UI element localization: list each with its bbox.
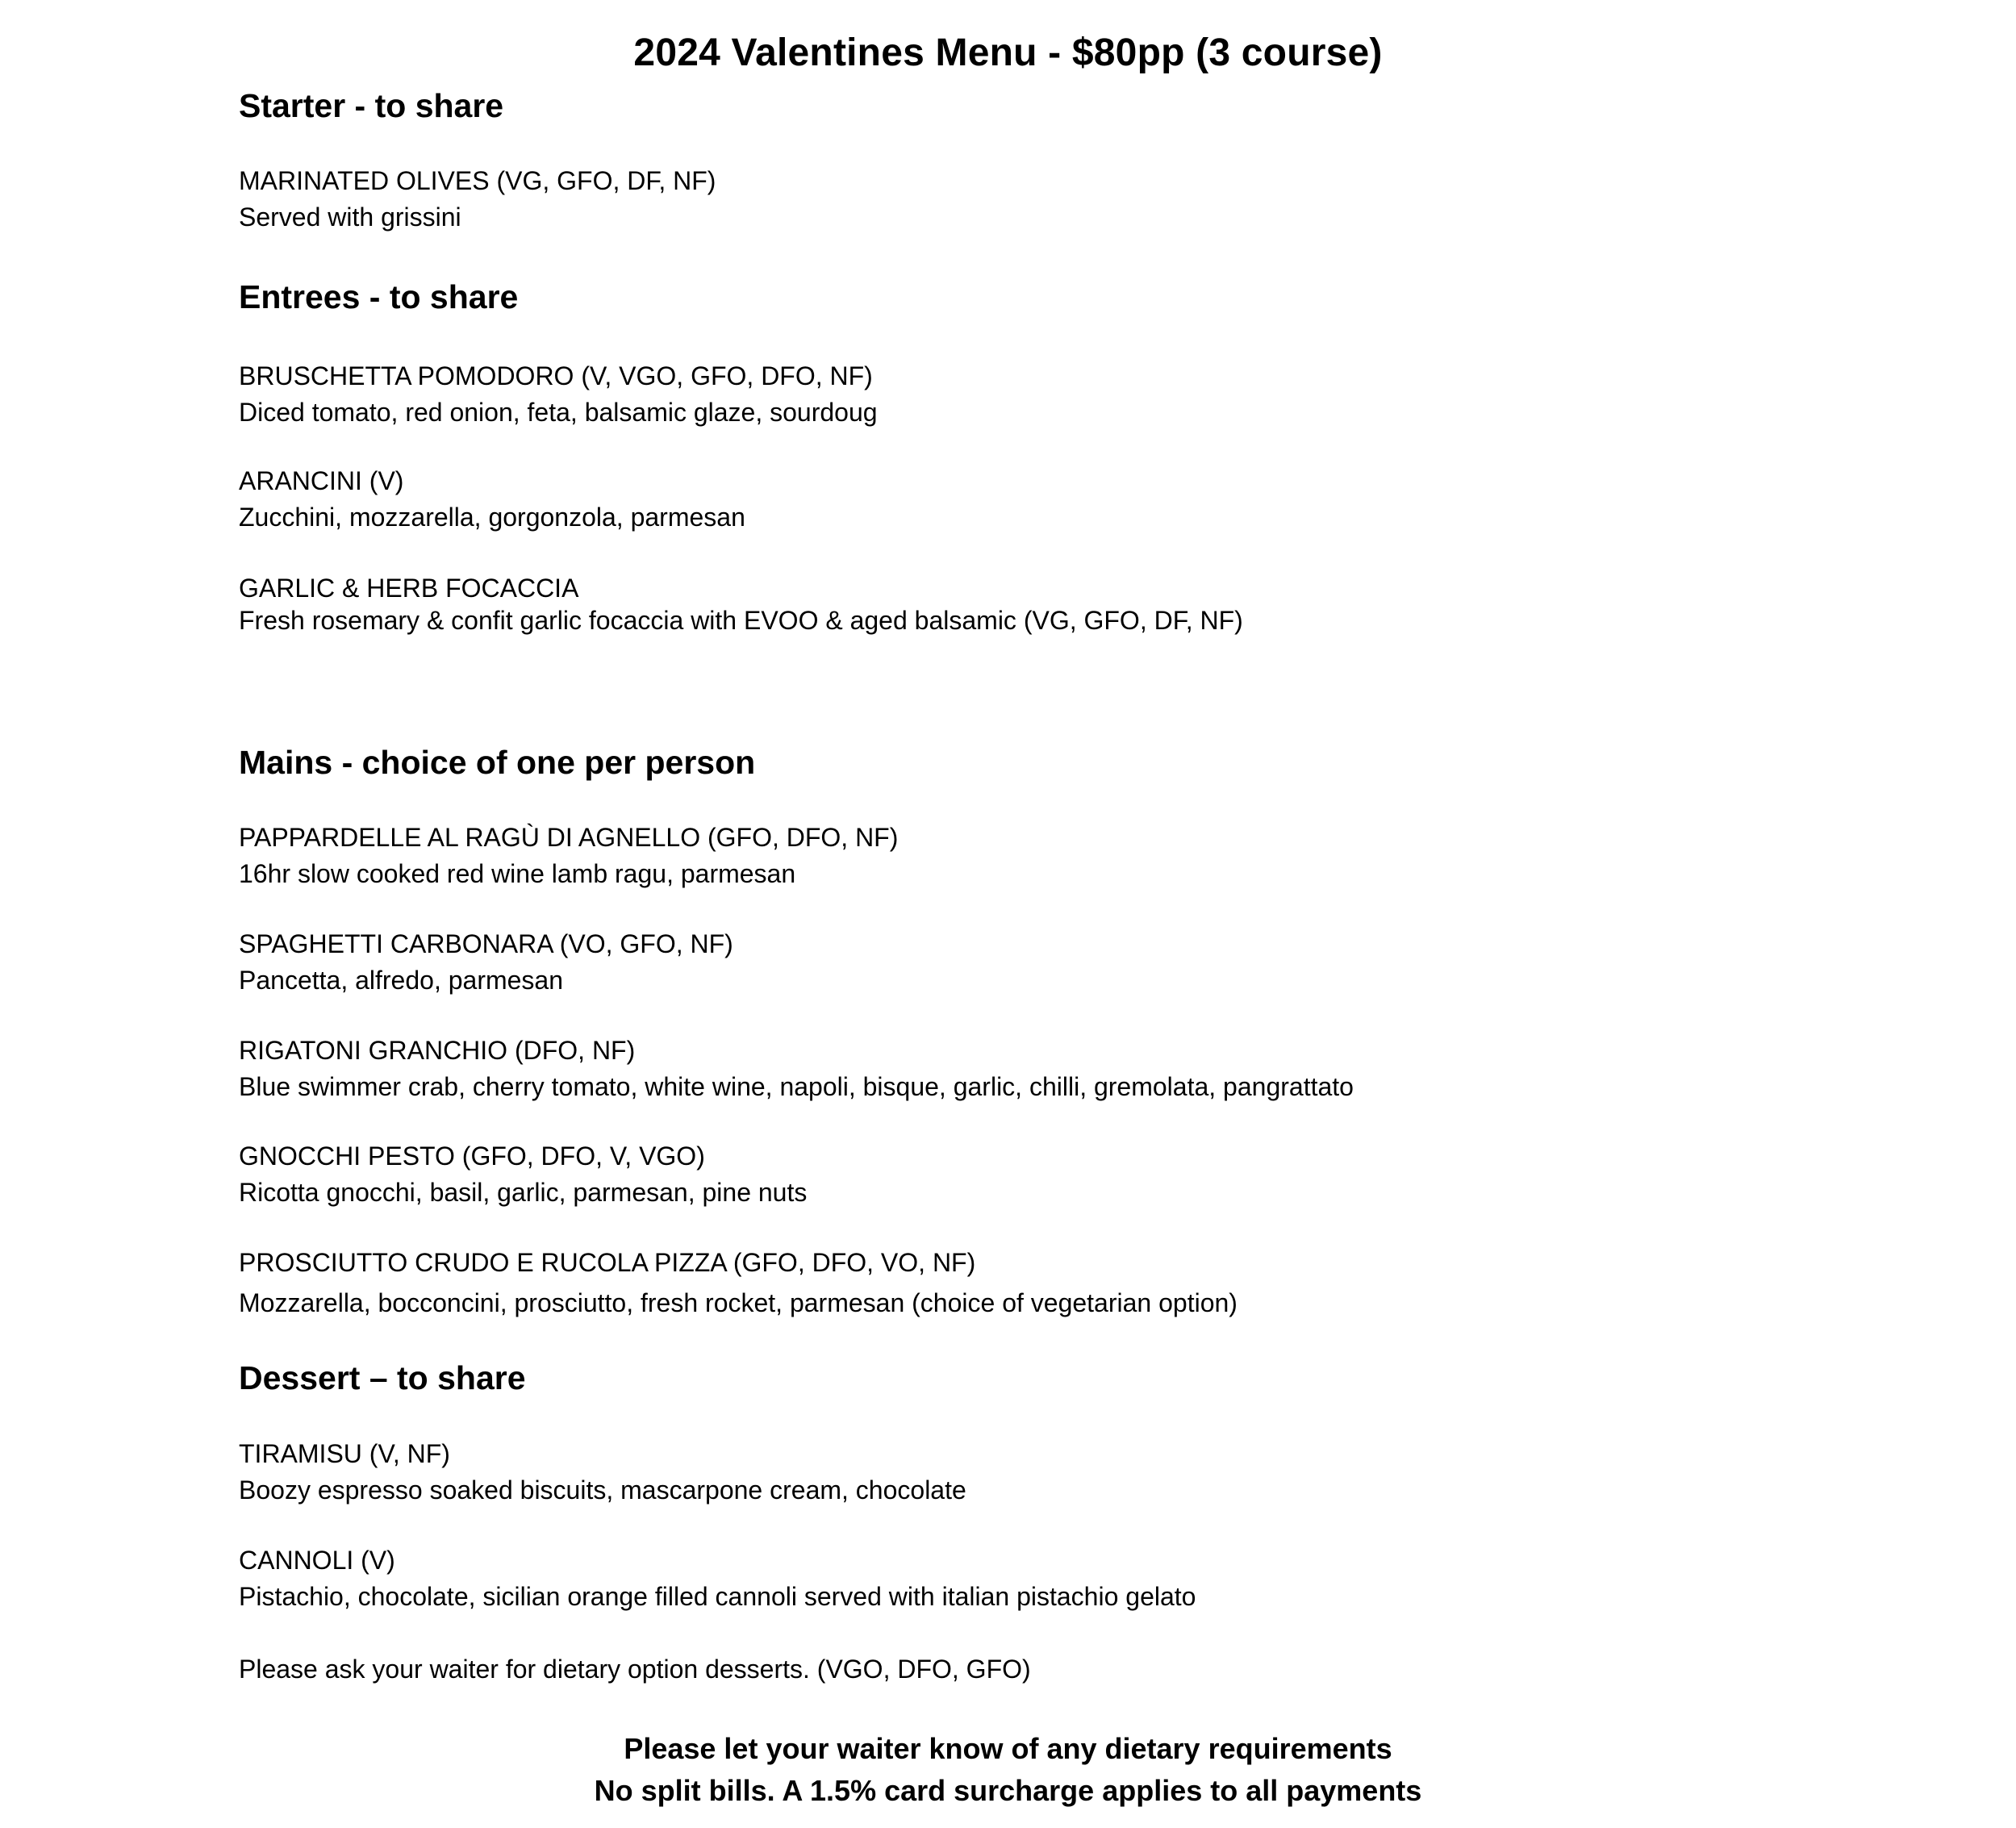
- menu-item-name: GNOCCHI PESTO (GFO, DFO, V, VGO): [239, 1141, 705, 1171]
- menu-item-description: 16hr slow cooked red wine lamb ragu, parmesan: [239, 859, 796, 888]
- menu-item-description: Mozzarella, bocconcini, prosciutto, fresh rocket, parmesan (choice of vegetarian option): [239, 1288, 1238, 1317]
- menu-item-name: ARANCINI (V): [239, 466, 404, 495]
- dessert-dietary-note: Please ask your waiter for dietary option desserts. (VGO, DFO, GFO): [239, 1655, 1031, 1684]
- page-title: 2024 Valentines Menu - $80pp (3 course): [633, 31, 1383, 74]
- menu-item-description: Diced tomato, red onion, feta, balsamic glaze, sourdoug: [239, 398, 878, 427]
- menu-item-description: Served with grissini: [239, 202, 461, 232]
- section-heading-entrees: Entrees - to share: [239, 278, 519, 315]
- menu-item-name: TIRAMISU (V, NF): [239, 1439, 450, 1468]
- menu-item-description: Ricotta gnocchi, basil, garlic, parmesan, pine nuts: [239, 1178, 808, 1207]
- menu-item-description: Blue swimmer crab, cherry tomato, white wine, napoli, bisque, garlic, chilli, gremolata, pangrattato: [239, 1072, 1354, 1101]
- menu-item-description: Pancetta, alfredo, parmesan: [239, 966, 564, 995]
- menu-item-name: CANNOLI (V): [239, 1546, 395, 1575]
- menu-item-description: Fresh rosemary & confit garlic focaccia with EVOO & aged balsamic (VG, GFO, DF, NF): [239, 606, 1243, 635]
- menu-item-name: BRUSCHETTA POMODORO (V, VGO, GFO, DFO, NF): [239, 361, 873, 390]
- footer-dietary-notice: Please let your waiter know of any dietary requirements: [624, 1732, 1392, 1765]
- menu-item-description: Zucchini, mozzarella, gorgonzola, parmesan: [239, 503, 745, 532]
- menu-item-description: Boozy espresso soaked biscuits, mascarpone cream, chocolate: [239, 1475, 966, 1505]
- menu-item-description: Pistachio, chocolate, sicilian orange filled cannoli served with italian pistachio gelato: [239, 1582, 1196, 1611]
- section-heading-dessert: Dessert – to share: [239, 1359, 526, 1396]
- menu-item-name: GARLIC & HERB FOCACCIA: [239, 574, 579, 603]
- menu-item-name: SPAGHETTI CARBONARA (VO, GFO, NF): [239, 929, 733, 958]
- section-heading-mains: Mains - choice of one per person: [239, 744, 756, 781]
- menu-item-name: PROSCIUTTO CRUDO E RUCOLA PIZZA (GFO, DFO, VO, NF): [239, 1248, 976, 1277]
- menu-item-name: MARINATED OLIVES (VG, GFO, DF, NF): [239, 166, 716, 195]
- menu-item-name: RIGATONI GRANCHIO (DFO, NF): [239, 1036, 636, 1065]
- menu-item-name: PAPPARDELLE AL RAGÙ DI AGNELLO (GFO, DFO, NF): [239, 823, 899, 852]
- footer-payment-notice: No split bills. A 1.5% card surcharge applies to all payments: [594, 1774, 1422, 1807]
- section-heading-starter: Starter - to share: [239, 87, 504, 124]
